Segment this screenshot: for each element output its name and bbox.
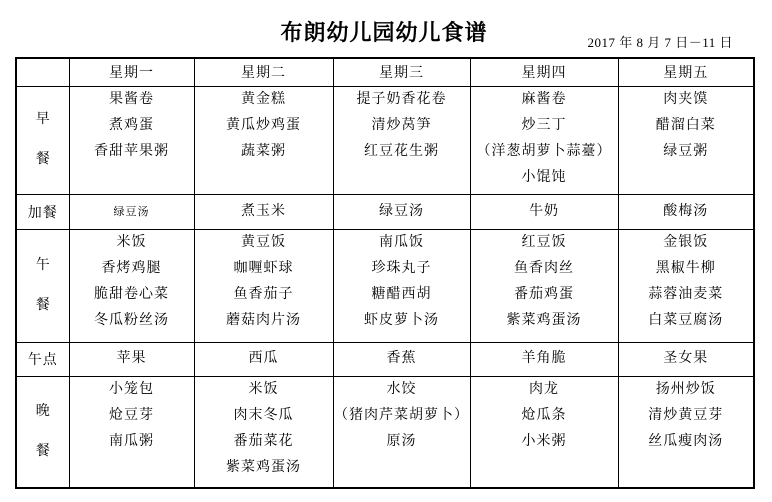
menu-item: 白菜豆腐汤 xyxy=(648,312,724,328)
cell-afternoon-snack-wednesday xyxy=(333,342,470,376)
menu-item: 蒜蓉油麦菜 xyxy=(648,286,724,302)
menu-item: 麻酱卷 xyxy=(521,91,567,107)
menu-item: 小馄饨 xyxy=(521,169,567,185)
menu-item: 鱼香肉丝 xyxy=(514,260,574,276)
menu-item: 香蕉 xyxy=(386,351,417,366)
menu-item: 炝豆芽 xyxy=(109,407,154,423)
menu-item: 肉夹馍 xyxy=(663,91,709,107)
cell-lunch-wednesday xyxy=(333,229,470,342)
cell-afternoon-snack-thursday xyxy=(470,342,618,376)
cell-afternoon-snack-tuesday xyxy=(194,342,333,376)
cell-lunch-monday xyxy=(69,229,194,342)
menu-item: 绿豆汤 xyxy=(113,205,150,218)
row-label-breakfast: 早 餐 xyxy=(16,86,69,194)
corner-cell xyxy=(16,58,69,86)
cell-afternoon-snack-friday xyxy=(618,342,754,376)
day-header-friday: 星期五 xyxy=(618,58,754,86)
cell-breakfast-monday xyxy=(69,86,194,194)
page-title: 布朗幼儿园幼儿食谱 xyxy=(280,20,488,45)
row-label-morning-snack: 加餐 xyxy=(16,194,69,229)
menu-item: 红豆饭 xyxy=(521,234,567,250)
menu-item: 黄豆饭 xyxy=(241,234,286,250)
menu-item: 米饭 xyxy=(248,381,279,397)
row-label-lunch: 午 餐 xyxy=(16,229,69,342)
menu-item: 香烤鸡腿 xyxy=(101,260,162,276)
cell-morning-snack-wednesday xyxy=(333,194,470,229)
menu-item: 米饭 xyxy=(116,234,147,250)
menu-item: 紫菜鸡蛋汤 xyxy=(506,312,582,328)
menu-item: （猪肉芹菜胡萝卜） xyxy=(334,407,469,423)
menu-item: （洋葱胡萝卜蒜薹） xyxy=(476,143,612,159)
menu-item: 黄瓜炒鸡蛋 xyxy=(226,117,301,133)
cell-dinner-tuesday xyxy=(194,376,333,488)
table-header xyxy=(16,58,754,86)
menu-item: 珍珠丸子 xyxy=(371,260,432,276)
menu-item: 南瓜粥 xyxy=(109,433,154,449)
menu-item: 肉末冬瓜 xyxy=(233,407,294,423)
menu-item: 酸梅汤 xyxy=(663,203,709,219)
menu-item: 羊角脆 xyxy=(521,351,567,366)
cell-morning-snack-friday xyxy=(618,194,754,229)
cell-lunch-tuesday xyxy=(194,229,333,342)
table-row-morning-snack xyxy=(16,194,754,229)
menu-item: 绿豆粥 xyxy=(663,143,709,159)
cell-morning-snack-thursday xyxy=(470,194,618,229)
menu-item: 糖醋西胡 xyxy=(371,286,432,302)
menu-item: 蘑菇肉片汤 xyxy=(226,312,301,328)
menu-item: 原汤 xyxy=(386,433,417,449)
menu-item: 香甜苹果粥 xyxy=(94,143,169,159)
menu-item: 蔬菜粥 xyxy=(241,143,286,159)
menu-item: 清炒黄豆芽 xyxy=(648,407,724,423)
cell-dinner-thursday xyxy=(470,376,618,488)
table-row-afternoon-snack xyxy=(16,342,754,376)
menu-item: 果酱卷 xyxy=(109,91,154,107)
menu-item: 提子奶香花卷 xyxy=(356,91,447,107)
menu-item: 小米粥 xyxy=(521,433,567,449)
cell-dinner-friday xyxy=(618,376,754,488)
menu-item: 炒三丁 xyxy=(521,117,567,133)
day-header-wednesday: 星期三 xyxy=(333,58,470,86)
cell-breakfast-thursday xyxy=(470,86,618,194)
menu-item: 煮鸡蛋 xyxy=(109,117,154,133)
menu-item: 南瓜饭 xyxy=(379,234,424,250)
menu-item: 虾皮萝卜汤 xyxy=(364,312,439,328)
menu-item: 西瓜 xyxy=(248,351,279,366)
date-range: 2017 年 8 月 7 日－11 日 xyxy=(587,35,733,50)
menu-item: 肉龙 xyxy=(529,381,559,397)
menu-item: 绿豆汤 xyxy=(379,203,424,219)
cell-lunch-friday xyxy=(618,229,754,342)
menu-item: 炝瓜条 xyxy=(521,407,567,423)
day-header-tuesday: 星期二 xyxy=(194,58,333,86)
row-label-afternoon-snack: 午点 xyxy=(16,342,69,376)
menu-item: 咖喱虾球 xyxy=(233,260,294,276)
menu-item: 水饺 xyxy=(386,381,417,397)
cell-dinner-wednesday xyxy=(333,376,470,488)
header-row xyxy=(16,58,754,86)
menu-item: 金银饭 xyxy=(663,234,709,250)
menu-item: 紫菜鸡蛋汤 xyxy=(226,459,301,475)
menu-item: 醋溜白菜 xyxy=(655,117,716,133)
table-row-breakfast xyxy=(16,86,754,194)
menu-item: 黑椒牛柳 xyxy=(655,260,716,276)
day-header-monday: 星期一 xyxy=(69,58,194,86)
table-row-dinner xyxy=(16,376,754,488)
menu-item: 扬州炒饭 xyxy=(655,381,716,397)
menu-item: 番茄菜花 xyxy=(233,433,294,449)
cell-lunch-thursday xyxy=(470,229,618,342)
cell-morning-snack-monday xyxy=(69,194,194,229)
menu-item: 鱼香茄子 xyxy=(233,286,294,302)
menu-item: 圣女果 xyxy=(663,351,709,366)
row-label-dinner: 晚 餐 xyxy=(16,376,69,488)
cell-breakfast-friday xyxy=(618,86,754,194)
menu-item: 冬瓜粉丝汤 xyxy=(94,312,169,328)
menu-table xyxy=(15,57,755,489)
menu-item: 脆甜卷心菜 xyxy=(94,286,169,302)
menu-item: 番茄鸡蛋 xyxy=(514,286,574,302)
cell-breakfast-tuesday xyxy=(194,86,333,194)
cell-dinner-monday xyxy=(69,376,194,488)
menu-item: 丝瓜瘦肉汤 xyxy=(648,433,724,449)
menu-item: 煮玉米 xyxy=(241,203,286,219)
menu-item: 黄金糕 xyxy=(241,91,286,107)
cell-afternoon-snack-monday xyxy=(69,342,194,376)
table-body xyxy=(16,86,754,488)
cell-breakfast-wednesday xyxy=(333,86,470,194)
menu-item: 小笼包 xyxy=(109,381,154,397)
menu-item: 苹果 xyxy=(116,351,147,366)
menu-item: 牛奶 xyxy=(529,203,559,219)
menu-item: 红豆花生粥 xyxy=(364,143,439,159)
menu-item: 清炒莴笋 xyxy=(371,117,432,133)
day-header-thursday: 星期四 xyxy=(470,58,618,86)
cell-morning-snack-tuesday xyxy=(194,194,333,229)
table-row-lunch xyxy=(16,229,754,342)
